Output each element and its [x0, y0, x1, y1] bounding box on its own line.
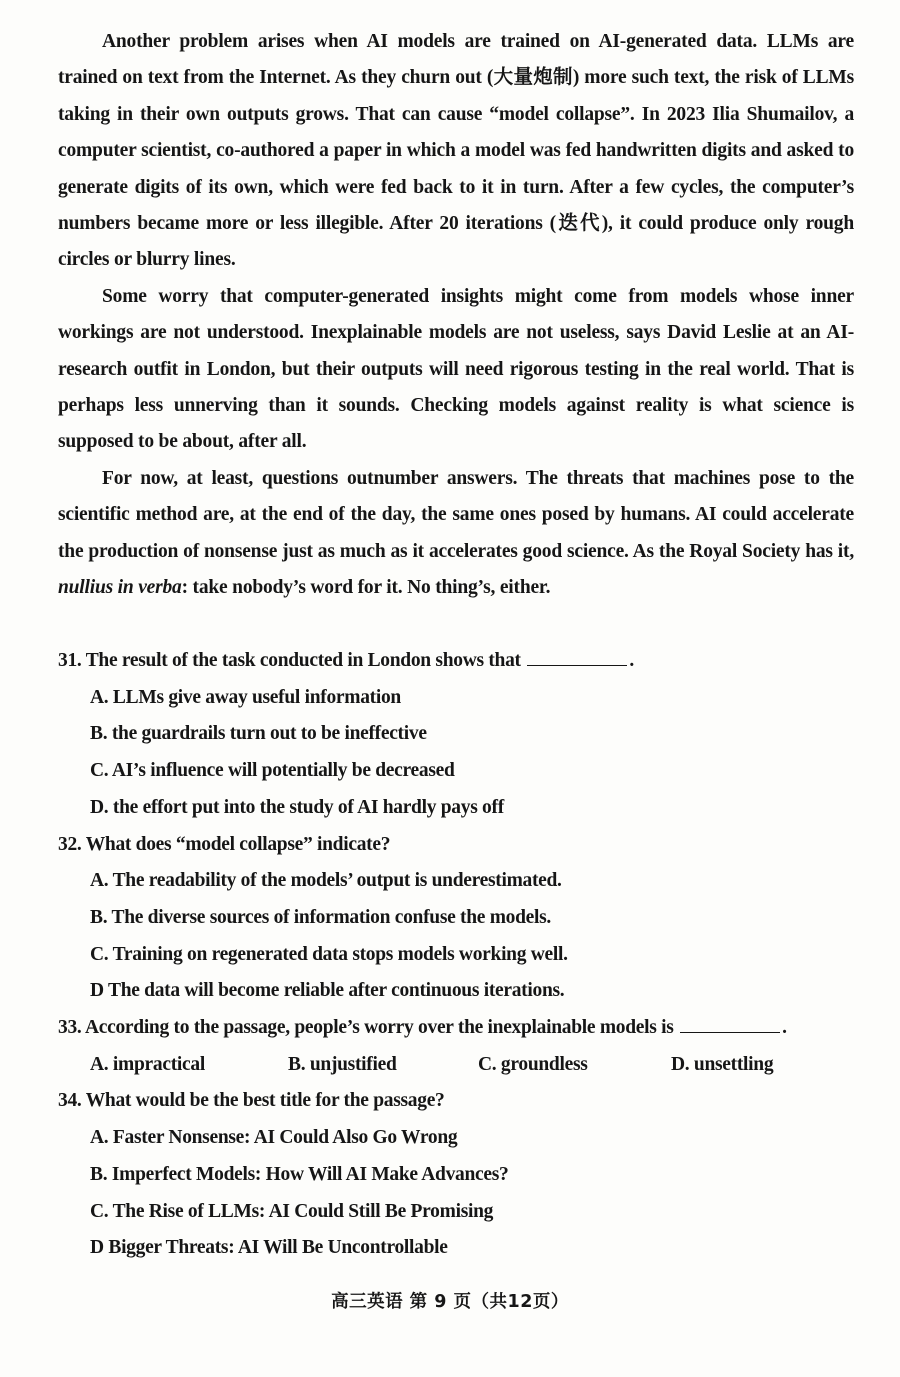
q34-option-a: A. Faster Nonsense: AI Could Also Go Wrong: [90, 1127, 458, 1149]
q32-option-b: B. The diverse sources of information confuse the models.: [90, 906, 551, 928]
q33-option-b: B. unjustified: [288, 1053, 397, 1075]
question-33: [58, 1010, 858, 1047]
question-31: [58, 643, 858, 680]
passage-paragraph-3-tail: : take nobody’s word for it. No thing’s, either.: [181, 577, 551, 599]
q32-option-d: D The data will become reliable after continuous iterations.: [90, 980, 565, 1002]
passage-paragraph-3: [58, 461, 854, 607]
q32-option-a: A. The readability of the models’ output is underestimated.: [90, 870, 562, 892]
q31-option-a: A. LLMs give away useful information: [90, 686, 401, 708]
question-33-stem: 33. According to the passage, people’s worry over the inexplainable models is: [58, 1017, 674, 1039]
answer-blank: [680, 1014, 780, 1033]
q31-option-b: B. the guardrails turn out to be ineffective: [90, 723, 427, 745]
question-34-stem: 34. What would be the best title for the passage?: [58, 1090, 445, 1112]
passage-paragraph-1: Another problem arises when AI models are trained on AI-generated data. LLMs are trained on text from the Internet. As they churn out (大量炮制) more such text, the risk of LLMs taking in their own outputs grows. That can cause “model collapse”. In 2023 Ilia Shumailov, a computer scientist, co-authored a paper in which a model was fed handwritten digits and asked to generate digits of its own, which were fed back to it in turn. After a few cycles, the computer’s numbers became more or less illegible. After 20 iterations (迭代), it could produce only rough circles or blurry lines.: [58, 31, 854, 271]
passage-paragraph-2: Some worry that computer-generated insights might come from models whose inner workings are not understood. Inexplainable models are not useless, says David Leslie at an AI-research outfit in London, but their outputs will need rigorous testing in the real world. That is perhaps less unnerving than it sounds. Checking models against reality is what science is supposed to be about, after all.: [58, 285, 854, 453]
question-31-stem-end: .: [629, 650, 634, 671]
question-section: [58, 643, 858, 1267]
question-33-stem-end: .: [782, 1017, 787, 1039]
page-footer: 高三英语 第 9 页（共12页）: [331, 1292, 569, 1312]
question-32-stem: 32. What does “model collapse” indicate?: [58, 833, 391, 855]
q33-option-a: A. impractical: [90, 1053, 205, 1075]
q34-option-b: B. Imperfect Models: How Will AI Make Advances?: [90, 1163, 509, 1185]
q32-option-c: C. Training on regenerated data stops models working well.: [90, 943, 568, 965]
q33-options: [58, 1047, 858, 1084]
q31-option-d: D. the effort put into the study of AI hardly pays off: [90, 796, 504, 818]
q33-option-d: D. unsettling: [671, 1053, 774, 1075]
q31-option-c: C. AI’s influence will potentially be decreased: [90, 760, 455, 782]
answer-blank: [527, 647, 627, 666]
question-31-stem: 31. The result of the task conducted in London shows that: [58, 650, 521, 671]
reading-passage: [58, 24, 854, 607]
latin-motto: nullius in verba: [58, 577, 182, 599]
q34-option-d: D Bigger Threats: AI Will Be Uncontrollable: [90, 1237, 448, 1259]
passage-paragraph-3-text: For now, at least, questions outnumber answers. The threats that machines pose to the scientific method are, at the end of the day, the same ones posed by humans. AI could accelerate the production of nonsense just as much as it accelerates good science. As the Royal Society has it,: [58, 467, 854, 562]
q33-option-c: C. groundless: [478, 1053, 588, 1075]
q34-option-c: C. The Rise of LLMs: AI Could Still Be Promising: [90, 1200, 494, 1222]
